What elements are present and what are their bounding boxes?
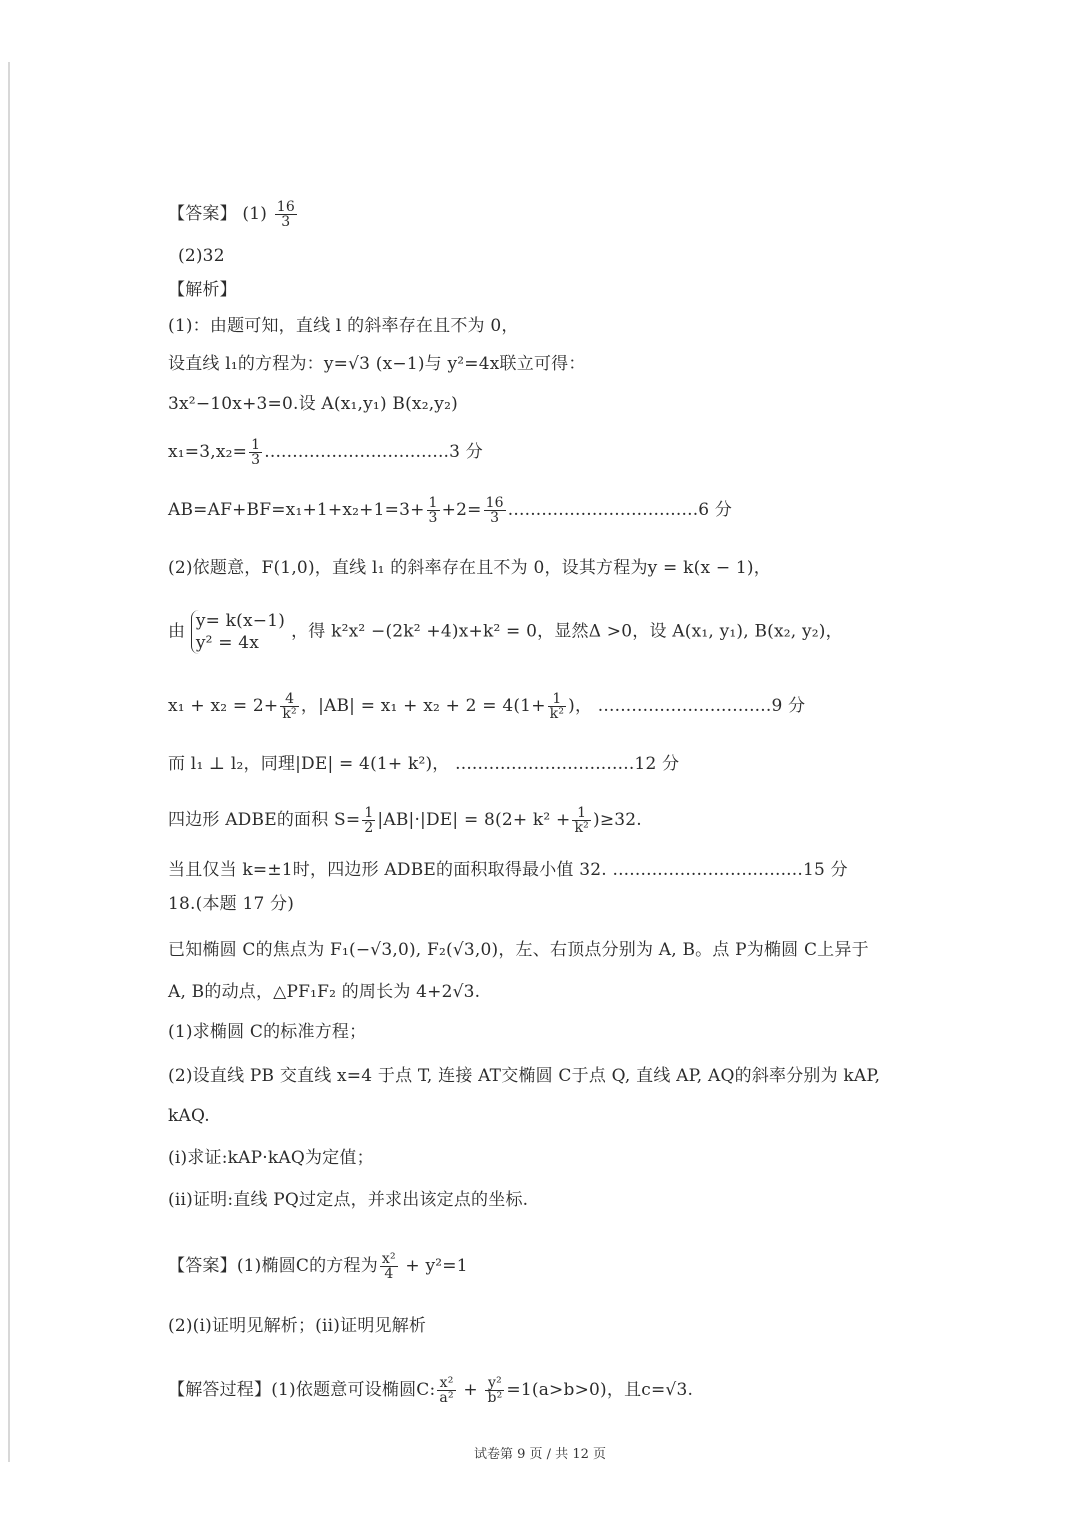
frac-den: a² xyxy=(439,1390,454,1406)
p2-line-6: 当且仅当 k=±1时，四边形 ADBE的面积取得最小值 32. ..................................15 分 xyxy=(168,860,848,880)
frac-num: 16 xyxy=(485,495,504,511)
process-line xyxy=(168,1376,693,1405)
p2-line-5 xyxy=(168,806,642,835)
frac-num: 4 xyxy=(280,692,299,707)
frac-den: k² xyxy=(574,820,589,836)
question-18-title: 18.(本题 17 分) xyxy=(168,894,295,914)
answer-line-1 xyxy=(168,200,299,229)
frac-num: 1 xyxy=(548,692,567,707)
fraction xyxy=(572,806,591,835)
text: +2= xyxy=(441,500,482,520)
p1-line-3: 3x²−10x+3=0.设 A(x₁,y₁) B(x₂,y₂) xyxy=(168,394,458,414)
frac-den: 4 xyxy=(384,1266,394,1282)
text: x₁ + x₂ = 2+ xyxy=(168,696,279,716)
frac-den: 3 xyxy=(490,510,500,526)
fraction xyxy=(548,692,567,721)
answer-label: 【答案】 xyxy=(168,204,237,224)
p2-system-line xyxy=(168,610,843,654)
answer2-line-1 xyxy=(168,1252,468,1281)
equation-system xyxy=(191,610,285,654)
p2-line-3 xyxy=(168,692,805,721)
text: 四边形 ADBE的面积 S= xyxy=(168,810,361,830)
q18-line-6: (i)求证:kAP·kAQ为定值； xyxy=(168,1148,374,1168)
system-eq-1: y= k(x−1) xyxy=(195,611,286,631)
answer-label: 【答案】 xyxy=(168,1256,237,1276)
frac-den: 3 xyxy=(281,214,291,230)
q18-line-5: kAQ. xyxy=(168,1106,210,1126)
text: (1)依题意可设椭圆C: xyxy=(271,1380,436,1400)
q18-line-2: A, B的动点，△PF₁F₂ 的周长为 4+2√3. xyxy=(168,982,481,1002)
frac-num: 1 xyxy=(428,495,438,511)
answer-fraction xyxy=(275,200,297,229)
text: ，得 k²x² −(2k² +4)x+k² = 0，显然Δ >0，设 A(x₁, y₁), B(x₂, y₂)， xyxy=(291,621,843,642)
frac-den: k² xyxy=(282,706,297,722)
p1-line-1: (1)：由题可知，直线 l 的斜率存在且不为 0， xyxy=(168,316,519,336)
answer-line-2: (2)32 xyxy=(178,246,225,266)
text: + xyxy=(457,1380,484,1400)
p1-line-2: 设直线 l₁的方程为：y=√3 (x−1)与 y²=4x联立可得： xyxy=(168,354,586,374)
fraction xyxy=(437,1376,455,1405)
system-eq-2: y² = 4x xyxy=(195,633,260,653)
page-edge xyxy=(8,62,10,1462)
text: =1(a>b>0)，且c=√3. xyxy=(506,1380,694,1400)
answer2-line-2: (2)(i)证明见解析；(ii)证明见解析 xyxy=(168,1316,427,1336)
frac-num: x² xyxy=(381,1251,396,1267)
frac-num: y² xyxy=(485,1376,504,1391)
frac-num: 1 xyxy=(572,806,591,821)
frac-den: k² xyxy=(549,706,565,722)
score-note: )， ...............................9 分 xyxy=(568,696,806,716)
process-label: 【解答过程】 xyxy=(168,1380,272,1400)
text: |AB|·|DE| = 8(2+ k² + xyxy=(377,810,571,830)
score-note: ..................................6 分 xyxy=(507,500,733,520)
text: )≥32. xyxy=(592,810,642,830)
p1-line-5 xyxy=(168,496,732,525)
text: AB=AF+BF=x₁+1+x₂+1=3+ xyxy=(168,500,425,520)
frac-den: 2 xyxy=(364,820,374,836)
frac-den: 3 xyxy=(251,452,261,468)
score-note: .................................3 分 xyxy=(264,442,483,462)
frac-num: 16 xyxy=(276,199,295,215)
q18-line-1: 已知椭圆 C的焦点为 F₁(−√3,0), F₂(√3,0)，左、右顶点分别为 A, B。点 P为椭圆 C上异于 xyxy=(168,940,869,960)
text: + y²=1 xyxy=(399,1256,468,1276)
analysis-label: 【解析】 xyxy=(168,280,237,300)
q18-line-3: (1)求椭圆 C的标准方程； xyxy=(168,1022,367,1042)
p2-line-1: (2)依题意，F(1,0)，直线 l₁ 的斜率存在且不为 0，设其方程为y = k(x − 1)， xyxy=(168,558,771,578)
text: 由 xyxy=(168,621,186,642)
fraction xyxy=(280,692,299,721)
frac-den: 3 xyxy=(428,510,438,526)
q18-line-4: (2)设直线 PB 交直线 x=4 于点 T, 连接 AT交椭圆 C于点 Q, 直线 AP, AQ的斜率分别为 kAP, xyxy=(168,1066,881,1086)
page-footer: 试卷第 9 页 / 共 12 页 xyxy=(474,1447,606,1462)
fraction xyxy=(362,806,375,835)
text: x₁=3,x₂= xyxy=(168,442,248,462)
fraction xyxy=(427,496,440,525)
answer-part1-prefix: (1) xyxy=(242,204,268,224)
frac-num: x² xyxy=(437,1376,455,1391)
frac-den: b² xyxy=(487,1390,503,1406)
fraction xyxy=(249,438,262,467)
fraction xyxy=(485,1376,504,1405)
q18-line-7: (ii)证明:直线 PQ过定点，并求出该定点的坐标. xyxy=(168,1190,529,1210)
frac-num: 1 xyxy=(364,805,374,821)
p1-line-4 xyxy=(168,438,483,467)
text: ，|AB| = x₁ + x₂ + 2 = 4(1+ xyxy=(300,696,546,716)
p2-line-4: 而 l₁ ⊥ l₂，同理|DE| = 4(1+ k²)， ................................12 分 xyxy=(168,754,680,774)
text: (1)椭圆C的方程为 xyxy=(236,1256,378,1276)
frac-num: 1 xyxy=(251,437,261,453)
fraction xyxy=(484,496,506,525)
fraction xyxy=(380,1252,398,1281)
